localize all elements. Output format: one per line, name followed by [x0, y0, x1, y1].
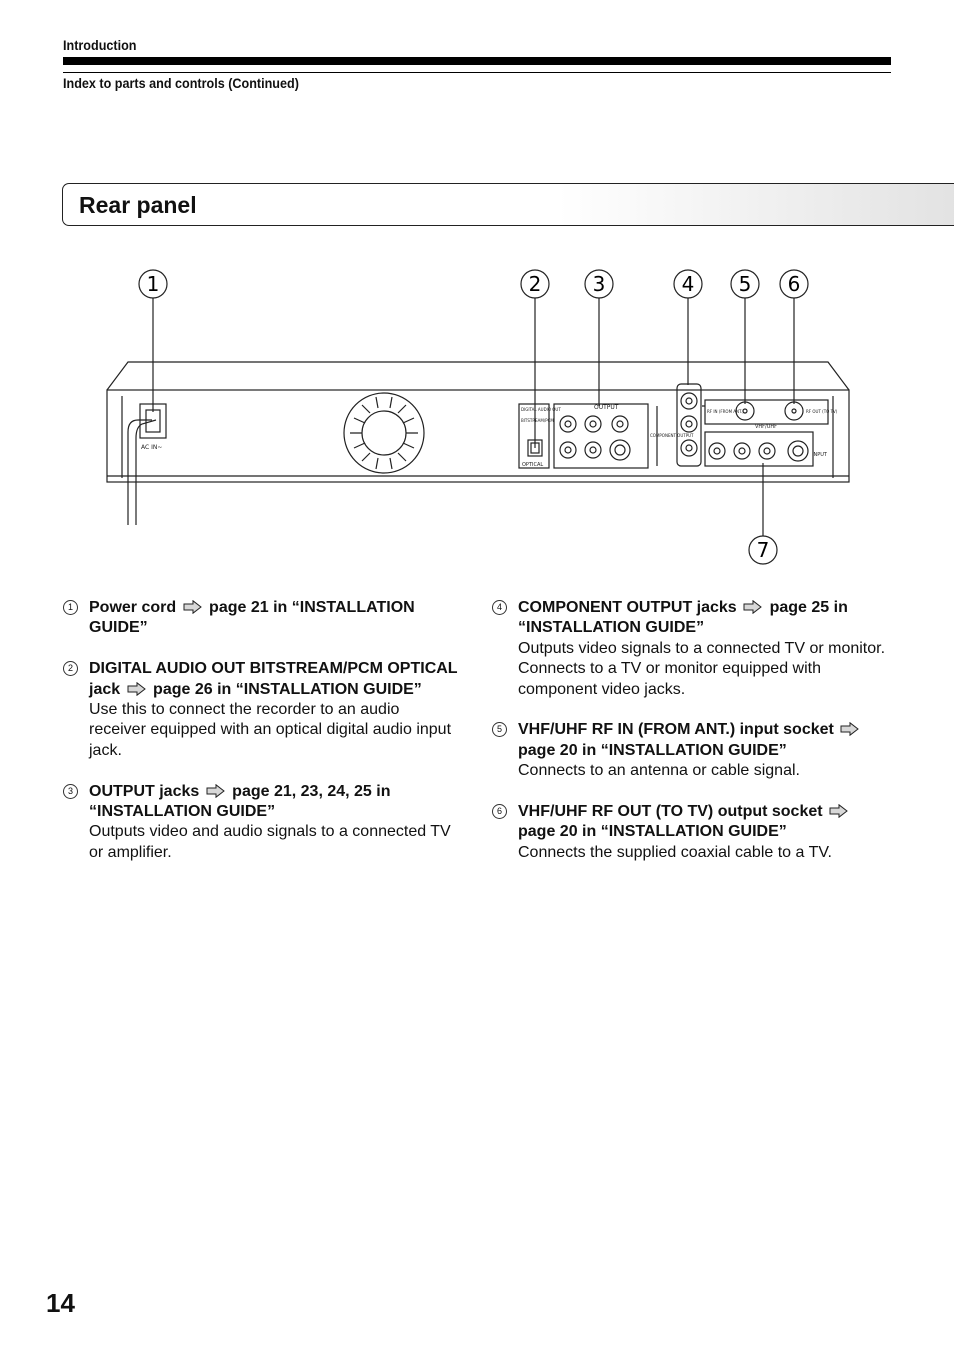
arrow-right-icon [743, 600, 763, 614]
item-title: VHF/UHF RF OUT (TO TV) output socket [518, 803, 823, 821]
callout-4: 4 [681, 272, 695, 296]
item-number: 2 [63, 661, 78, 676]
list-item [492, 720, 892, 781]
arrow-right-icon [183, 600, 203, 614]
label-digital-audio: DIGITAL AUDIO OUT [521, 407, 561, 412]
label-optical: OPTICAL [522, 462, 544, 468]
callout-7: 7 [756, 538, 770, 562]
item-number: 4 [492, 600, 507, 615]
item-description-2: Connects to a TV or monitor equipped with component video jacks. [518, 660, 821, 698]
list-item [63, 659, 458, 761]
list-item [63, 782, 458, 864]
arrow-right-icon [127, 682, 147, 696]
list-item [63, 598, 458, 639]
item-title: OUTPUT jacks [89, 782, 200, 800]
arrow-right-icon [840, 722, 860, 736]
rear-panel-diagram [0, 0, 954, 590]
item-title: Power cord [89, 599, 177, 616]
optical-jack-block [519, 404, 549, 468]
list-item [492, 802, 892, 863]
list-item [492, 598, 892, 700]
right-column [492, 598, 892, 884]
item-title: VHF/UHF RF IN (FROM ANT.) input socket [518, 721, 834, 739]
item-description: Outputs video signals to a connected TV or monitor. [518, 639, 886, 657]
label-rf-out: RF OUT (TO TV) [806, 409, 838, 414]
item-ref: page 25 in “INSTALLATION GUIDE” [518, 599, 848, 637]
callout-2: 2 [528, 272, 542, 296]
label-output: OUTPUT [594, 404, 619, 411]
label-ac-in: AC IN~ [141, 444, 163, 451]
chassis-top [107, 362, 849, 390]
section-title: Rear panel [79, 192, 197, 218]
item-number: 1 [63, 600, 78, 615]
label-vhf-uhf: VHF/UHF [755, 424, 778, 430]
arrow-right-icon [829, 804, 849, 818]
page-number: 14 [46, 1288, 75, 1318]
section-label: Introduction [63, 37, 137, 53]
subheading: Index to parts and controls (Continued) [63, 75, 299, 91]
arrow-right-icon [206, 784, 226, 798]
callout-3: 3 [592, 272, 606, 296]
item-title: DIGITAL AUDIO OUT BITSTREAM/PCM OPTICAL jack [89, 660, 458, 698]
callout-1: 1 [146, 272, 160, 296]
item-description: Outputs video and audio signals to a connected TV or amplifier. [89, 823, 451, 861]
item-ref: page 20 in “INSTALLATION GUIDE” [518, 741, 787, 759]
item-ref: page 26 in “INSTALLATION GUIDE” [153, 680, 422, 698]
item-description: Use this to connect the recorder to an audio receiver equipped with an optical digital audio input jack. [89, 701, 452, 759]
label-component-output: COMPONENT OUTPUT [650, 433, 694, 438]
left-column [63, 598, 458, 884]
item-number: 5 [492, 722, 507, 737]
label-input: INPUT [812, 452, 827, 458]
rf-out-socket [785, 402, 803, 420]
item-number: 3 [63, 784, 78, 799]
chassis-body [107, 390, 849, 482]
callout-5: 5 [738, 272, 752, 296]
item-title: COMPONENT OUTPUT jacks [518, 599, 737, 616]
item-description: Connects to an antenna or cable signal. [518, 762, 800, 780]
item-ref: page 21 in “INSTALLATION GUIDE” [89, 599, 415, 637]
label-bitstream: BITSTREAM/PCM [521, 418, 554, 423]
item-number: 6 [492, 804, 507, 819]
item-ref: page 20 in “INSTALLATION GUIDE” [518, 823, 787, 841]
item-description: Connects the supplied coaxial cable to a TV. [518, 843, 832, 861]
item-ref: page 21, 23, 24, 25 in “INSTALLATION GUIDE” [89, 782, 391, 821]
label-rf-in: RF IN (FROM ANT.) [707, 409, 744, 414]
callout-6: 6 [787, 272, 801, 296]
